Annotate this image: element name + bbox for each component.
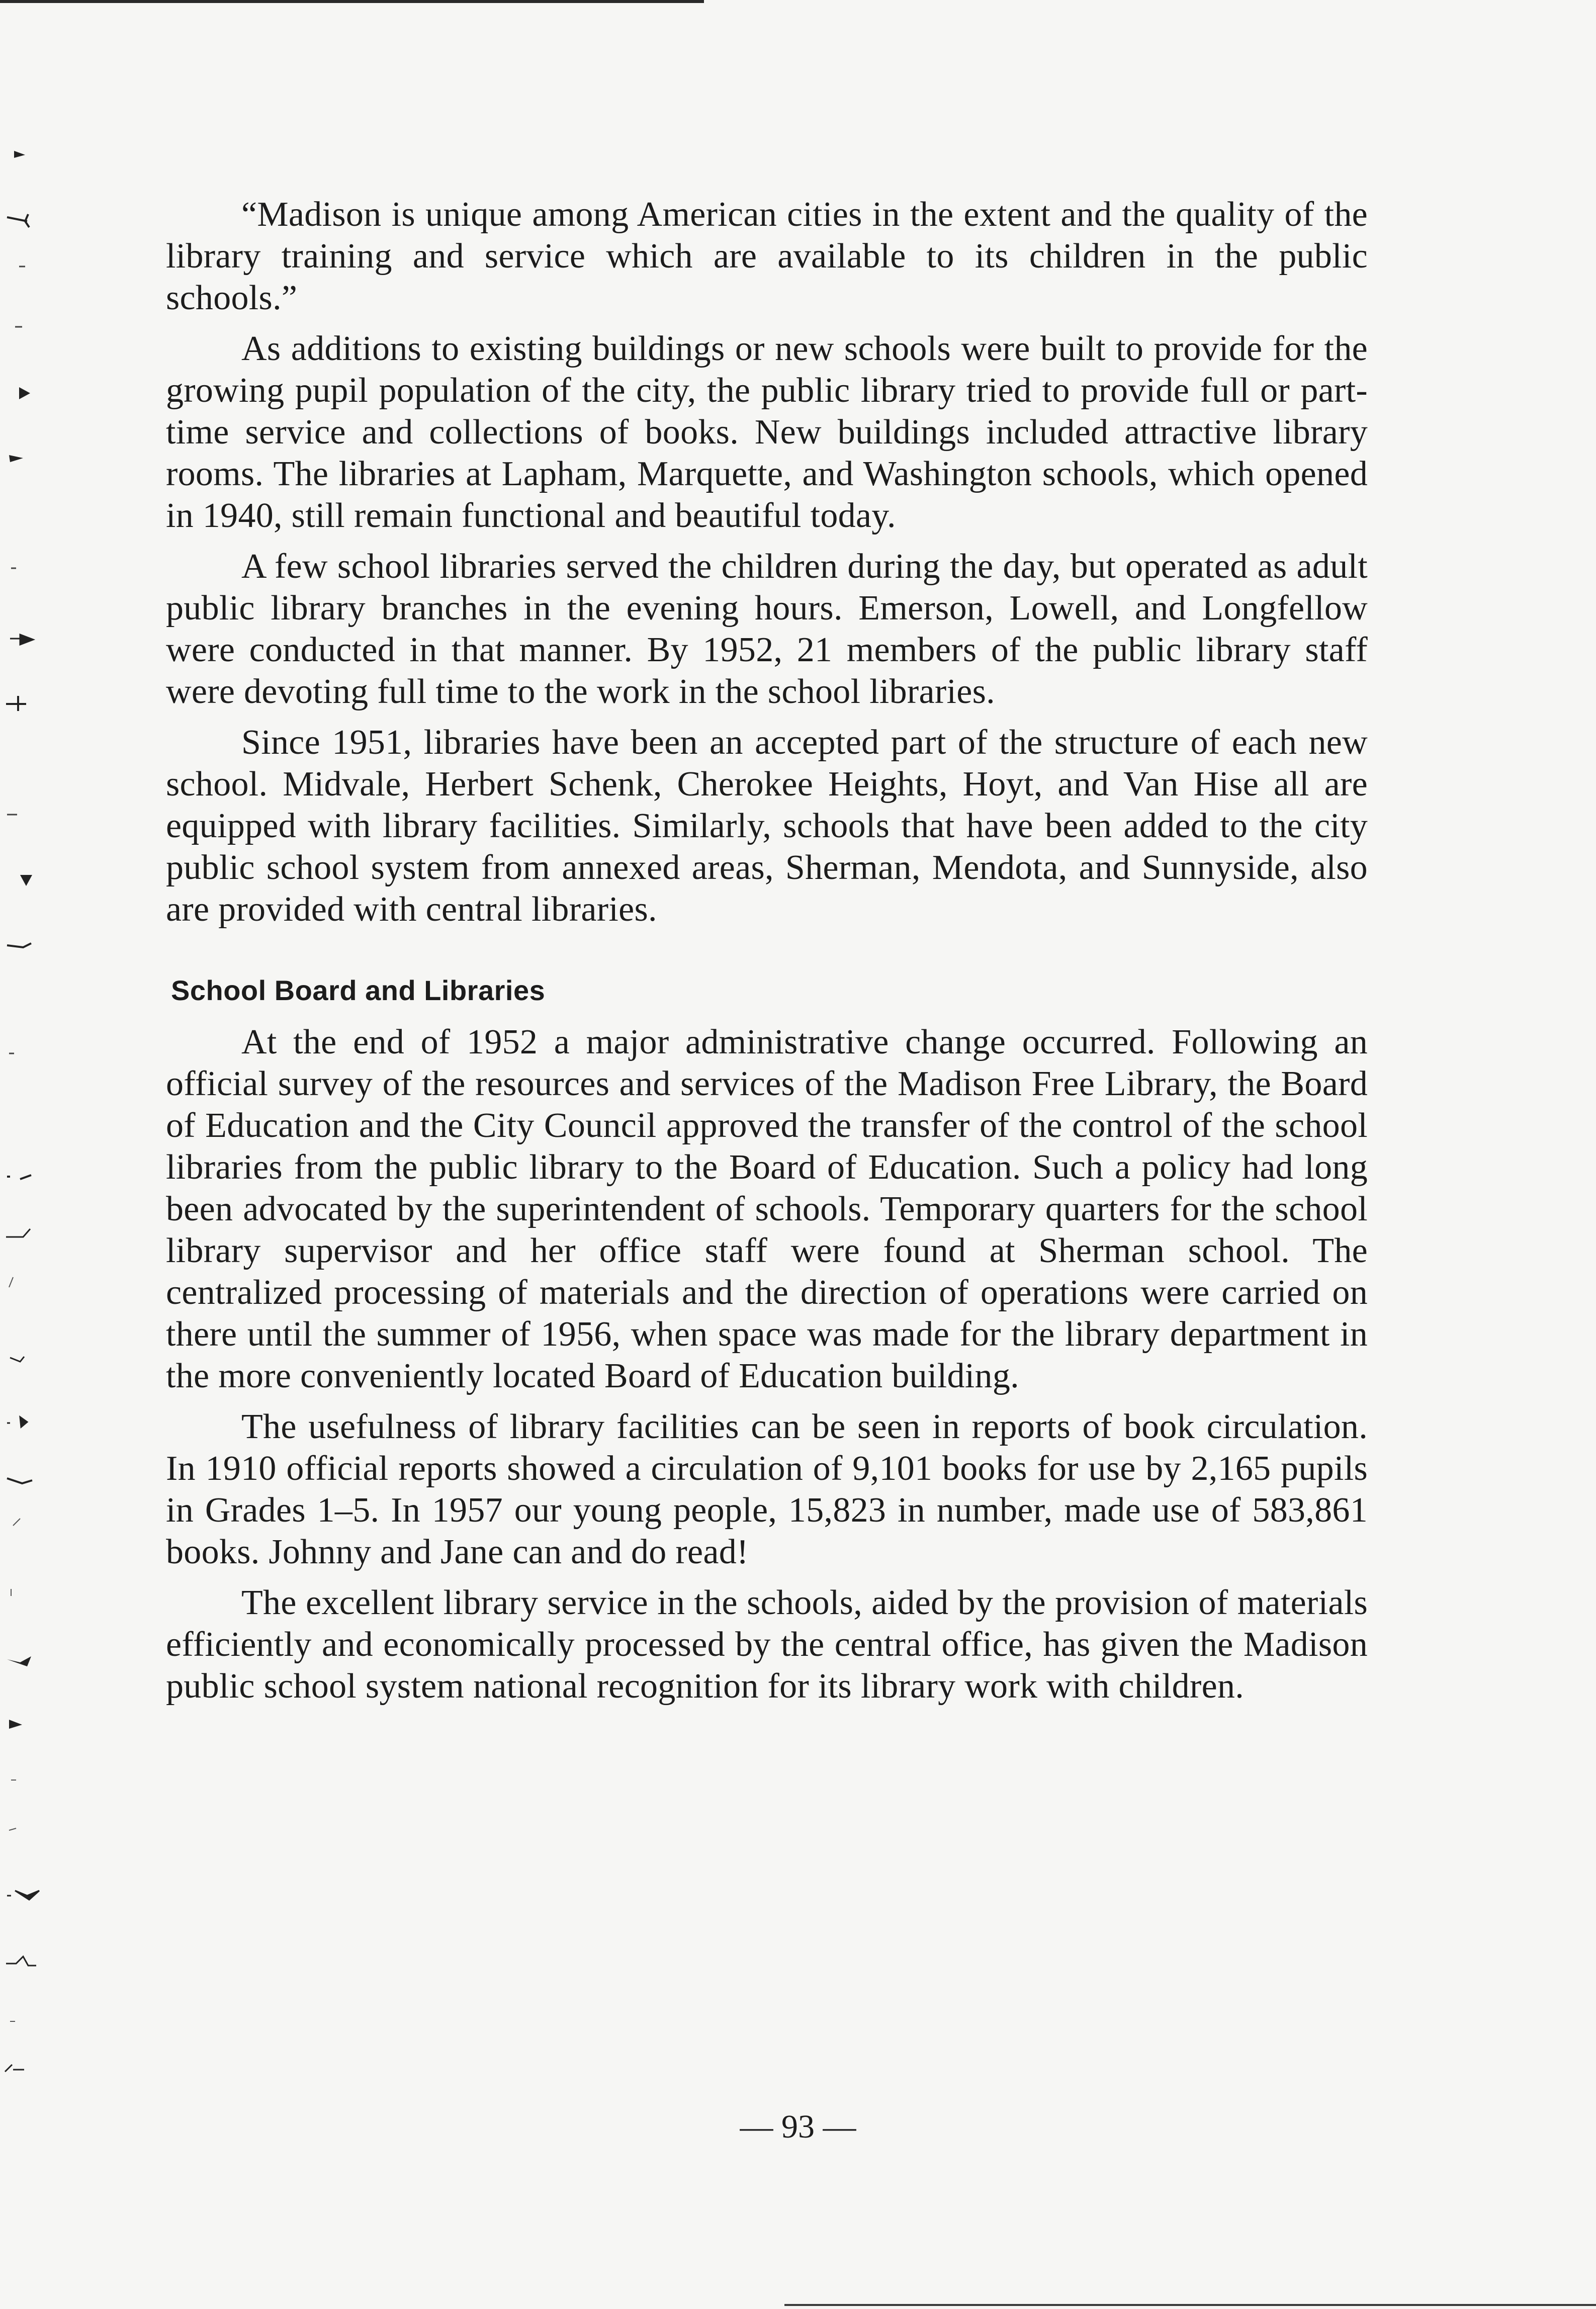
- paragraph-quote: “Madison is unique among American cities in the extent and the quality of the library training and service which are available to its children in the public schools.”: [166, 195, 1368, 317]
- section-heading: School Board and Libraries: [171, 974, 546, 1006]
- binding-mark: [10, 635, 33, 645]
- binding-mark: [7, 1656, 31, 1666]
- binding-mark: [6, 1957, 36, 1966]
- page-number: — 93 —: [740, 2108, 856, 2145]
- binding-mark: [7, 1891, 39, 1900]
- page-body: [166, 194, 1368, 1716]
- binding-mark: [7, 1417, 27, 1427]
- binding-mark: [10, 1357, 24, 1362]
- paragraph-branches: A few school libraries served the children during the day, but operated as adult public library branches in the evening hours. Emerson, Lowell, and Longfellow were conducted in that manner. By 1952, 21 members of the public library staff were devoting full time to the work in the school libraries.: [166, 547, 1368, 711]
- binding-mark: [7, 214, 29, 227]
- paragraph-recognition: The excellent library service in the schools, aided by the provision of materials efficiently and economically processed by the central office, has given the Madison public school system national recognition for its library work with children.: [166, 1583, 1368, 1706]
- binding-mark: [14, 151, 25, 158]
- binding-mark: [19, 387, 30, 399]
- binding-mark: [20, 875, 32, 886]
- binding-mark: [7, 943, 31, 947]
- binding-mark: [6, 696, 26, 711]
- binding-mark: [5, 2065, 24, 2072]
- binding-mark: [9, 1277, 13, 1287]
- binding-mark: [9, 455, 23, 462]
- binding-mark: [7, 1175, 31, 1179]
- paragraph-additions: As additions to existing buildings or new schools were built to provide for the growing pupil population of the city, the public library tried to provide full or part-time service and collections of books. New buildings included attractive library rooms. The libraries at Lapham, Marquette, and Washington schools, which opened in 1940, still remain functional and beautiful today.: [166, 329, 1368, 535]
- binding-mark: [9, 1828, 16, 1830]
- binding-margin-marks: [0, 0, 45, 2309]
- binding-mark: [6, 1229, 30, 1237]
- binding-mark: [7, 1478, 32, 1483]
- paragraph-circulation: The usefulness of library facilities can be seen in reports of book circulation. In 1910 official reports showed a circulation of 9,101 books for use by 2,165 pupils in Grades 1–5. In 1957 our young people, 15,823 in number, made use of 583,861 books. Johnny and Jane can and do read!: [166, 1407, 1368, 1571]
- bottom-edge-rule: [784, 2304, 1596, 2306]
- paragraph-administrative-change: At the end of 1952 a major administrative change occurred. Following an official survey of the resources and services of the Madison Free Library, the Board of Education and the City Council approved the transfer of the control of the school libraries from the public library to the Board of Education. Such a policy had long been advocated by the superintendent of schools. Temporary quarters for the school library supervisor and her office staff were found at Sherman school. The centralized processing of materials and the direction of operations were carried on there until the summer of 1956, when space was made for the library department in the more conveniently located Board of Education building.: [166, 1023, 1368, 1395]
- paragraph-since-1951: Since 1951, libraries have been an accepted part of the structure of each new school. Midvale, Herbert Schenk, Cherokee Heights, Hoyt, and Van Hise all are equipped with library facilities. Similarly, schools that have been added to the city public school system from annexed areas, Sherman, Mendota, and Sunnyside, also are provided with central libraries.: [166, 723, 1368, 929]
- binding-mark: [9, 1720, 22, 1729]
- binding-mark: [13, 1519, 20, 1526]
- top-edge-rule: [0, 0, 704, 3]
